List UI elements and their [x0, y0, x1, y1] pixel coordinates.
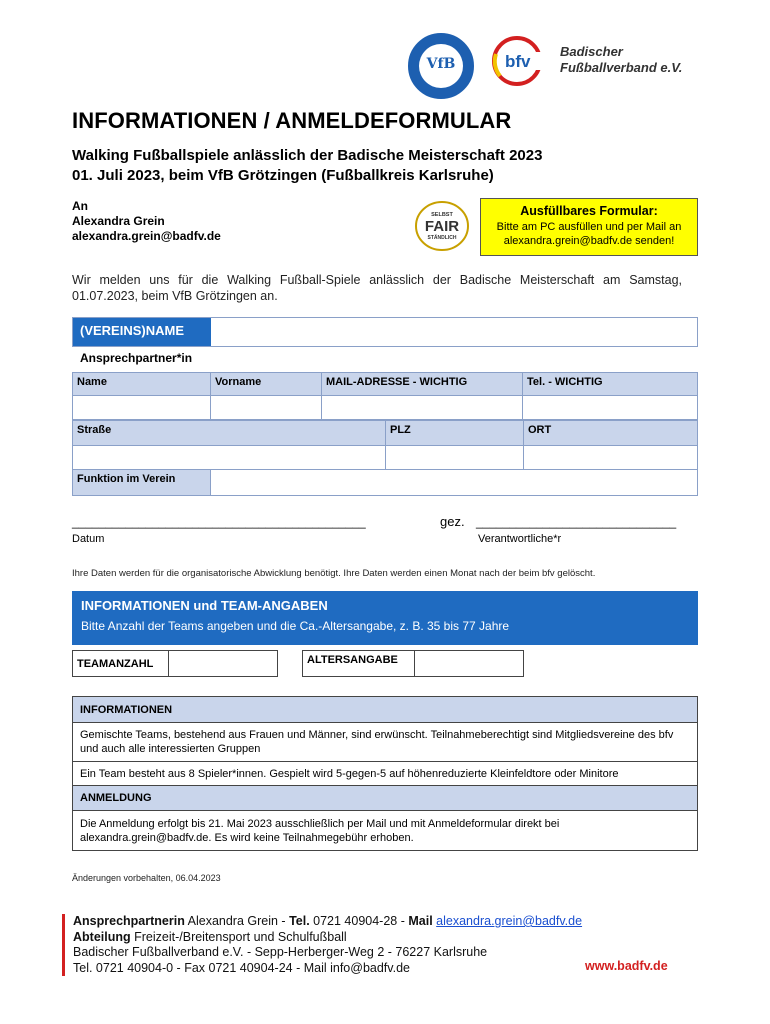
col-ort-header: ORT	[524, 421, 698, 446]
subtitle-line1: Walking Fußballspiele anlässlich der Badische Meisterschaft 2023	[72, 147, 543, 164]
fair-text: FAIR	[424, 218, 460, 235]
info-table	[72, 696, 698, 851]
footer-contact-label: Ansprechpartnerin	[73, 914, 185, 928]
bfv-logo-text: bfv	[505, 52, 531, 71]
bfv-name-line1: Badischer	[560, 44, 623, 59]
page-subtitle	[72, 146, 542, 186]
anmeldung-header: ANMELDUNG	[73, 786, 698, 811]
changes-note: Änderungen vorbehalten, 06.04.2023	[72, 873, 221, 883]
vorname-input[interactable]	[211, 396, 322, 420]
data-privacy-note: Ihre Daten werden für die organisatorische Abwicklung benötigt. Ihre Daten werden einen Monat nach der beim bfv gelöscht.	[72, 568, 596, 579]
funktion-input[interactable]	[211, 470, 698, 496]
verantwortlich-signature-line[interactable]: ______________________________	[476, 515, 677, 529]
plz-input[interactable]	[386, 446, 524, 470]
col-plz-header: PLZ	[386, 421, 524, 446]
teamanzahl-input[interactable]	[169, 651, 278, 677]
mail-input[interactable]	[322, 396, 523, 420]
vfb-logo-text: VfB	[426, 56, 456, 72]
footer-phone-fax: Tel. 0721 40904-0 - Fax 0721 40904-24 - Mail info@badfv.de	[73, 960, 410, 975]
ansprechpartner-label: Ansprechpartner*in	[80, 351, 193, 365]
website-link[interactable]: www.badfv.de	[585, 959, 668, 973]
tel-input[interactable]	[523, 396, 698, 420]
fillable-title: Ausfüllbares Formular:	[520, 204, 658, 218]
team-info-subtitle: Bitte Anzahl der Teams angeben und die Ca.-Altersangabe, z. B. 35 bis 77 Jahre	[81, 619, 510, 633]
teamanzahl-label: TEAMANZAHL	[73, 651, 169, 677]
fair-badge-logo	[414, 200, 470, 252]
address-block	[72, 199, 221, 244]
teamanzahl-grid	[72, 650, 278, 677]
col-name-header: Name	[73, 373, 211, 396]
vereinsname-row	[72, 317, 698, 347]
datum-label: Datum	[72, 533, 105, 545]
altersangabe-grid	[302, 650, 524, 677]
footer-abteilung: Freizeit-/Breitensport und Schulfußball	[130, 929, 347, 944]
contact-grid	[72, 372, 698, 420]
name-input[interactable]	[73, 396, 211, 420]
fillable-line1: Bitte am PC ausfüllen und per Mail an	[496, 221, 682, 233]
verantwortlich-label: Verantwortliche*r	[478, 533, 562, 545]
vereinsname-label: (VEREINS)NAME	[73, 318, 211, 346]
strasse-input[interactable]	[73, 446, 386, 470]
vereinsname-input[interactable]	[211, 318, 697, 346]
col-strasse-header: Straße	[73, 421, 386, 446]
bfv-name	[560, 44, 682, 76]
vfb-logo	[408, 33, 474, 99]
funktion-grid	[72, 469, 698, 496]
fair-bottom-text: STÄNDLICH	[427, 235, 457, 241]
col-funktion-header: Funktion im Verein	[73, 470, 211, 496]
date-signature-line[interactable]: ____________________________________________	[72, 515, 366, 529]
footer-address: Badischer Fußballverband e.V. - Sepp-Herberger-Weg 2 - 76227 Karlsruhe	[73, 945, 488, 959]
info-p2: Ein Team besteht aus 8 Spieler*innen. Gespielt wird 5-gegen-5 auf höhenreduzierte Kleinfeldtore oder Minitore	[73, 762, 698, 786]
fillable-line2: alexandra.grein@badfv.de senden!	[503, 235, 675, 247]
address-email: alexandra.grein@badfv.de	[72, 229, 221, 243]
footer-mail-link[interactable]: alexandra.grein@badfv.de	[436, 914, 583, 928]
altersangabe-label: ALTERSANGABE	[303, 651, 415, 677]
col-mail-header: MAIL-ADRESSE - WICHTIG	[322, 373, 523, 396]
team-info-box	[72, 591, 698, 645]
col-vorname-header: Vorname	[211, 373, 322, 396]
address-grid	[72, 420, 698, 470]
intro-text: Wir melden uns für die Walking Fußball-Spiele anlässlich der Badische Meisterschaft am Samstag, 01.07.2023, beim VfB Grötzingen an.	[72, 273, 682, 303]
col-tel-header: Tel. - WICHTIG	[523, 373, 698, 396]
info-p1: Gemischte Teams, bestehend aus Frauen und Männer, sind erwünscht. Teilnahmeberechtigt sind Mitgliedsvereine des bfv und auch alle interessierten Gruppen	[73, 723, 698, 762]
info-header: INFORMATIONEN	[73, 697, 698, 723]
bfv-logo	[492, 36, 552, 86]
footer-tel-label: Tel.	[289, 914, 310, 928]
footer-tel: 0721 40904-28 -	[309, 914, 409, 928]
footer-contact-name: Alexandra Grein -	[184, 914, 290, 928]
ort-input[interactable]	[524, 446, 698, 470]
info-p3: Die Anmeldung erfolgt bis 21. Mai 2023 ausschließlich per Mail und mit Anmeldeformular direkt bei alexandra.grein@badfv.de. Es wird keine Teilnahmegebühr erhoben.	[73, 811, 698, 851]
footer-abteilung-label: Abteilung	[73, 929, 131, 944]
bfv-name-line2: Fußballverband e.V.	[560, 60, 683, 75]
fair-top-text: SELBST	[431, 212, 453, 218]
team-info-title: INFORMATIONEN und TEAM-ANGABEN	[81, 598, 328, 613]
page-title: INFORMATIONEN / ANMELDEFORMULAR	[72, 108, 512, 133]
footer-mail-label: Mail	[408, 914, 433, 928]
fillable-form-notice	[480, 198, 698, 256]
address-to: An	[72, 199, 88, 213]
gez-label: gez.	[440, 514, 465, 529]
address-name: Alexandra Grein	[72, 214, 165, 228]
altersangabe-input[interactable]	[415, 651, 524, 677]
subtitle-line2: 01. Juli 2023, beim VfB Grötzingen (Fußballkreis Karlsruhe)	[72, 167, 494, 184]
